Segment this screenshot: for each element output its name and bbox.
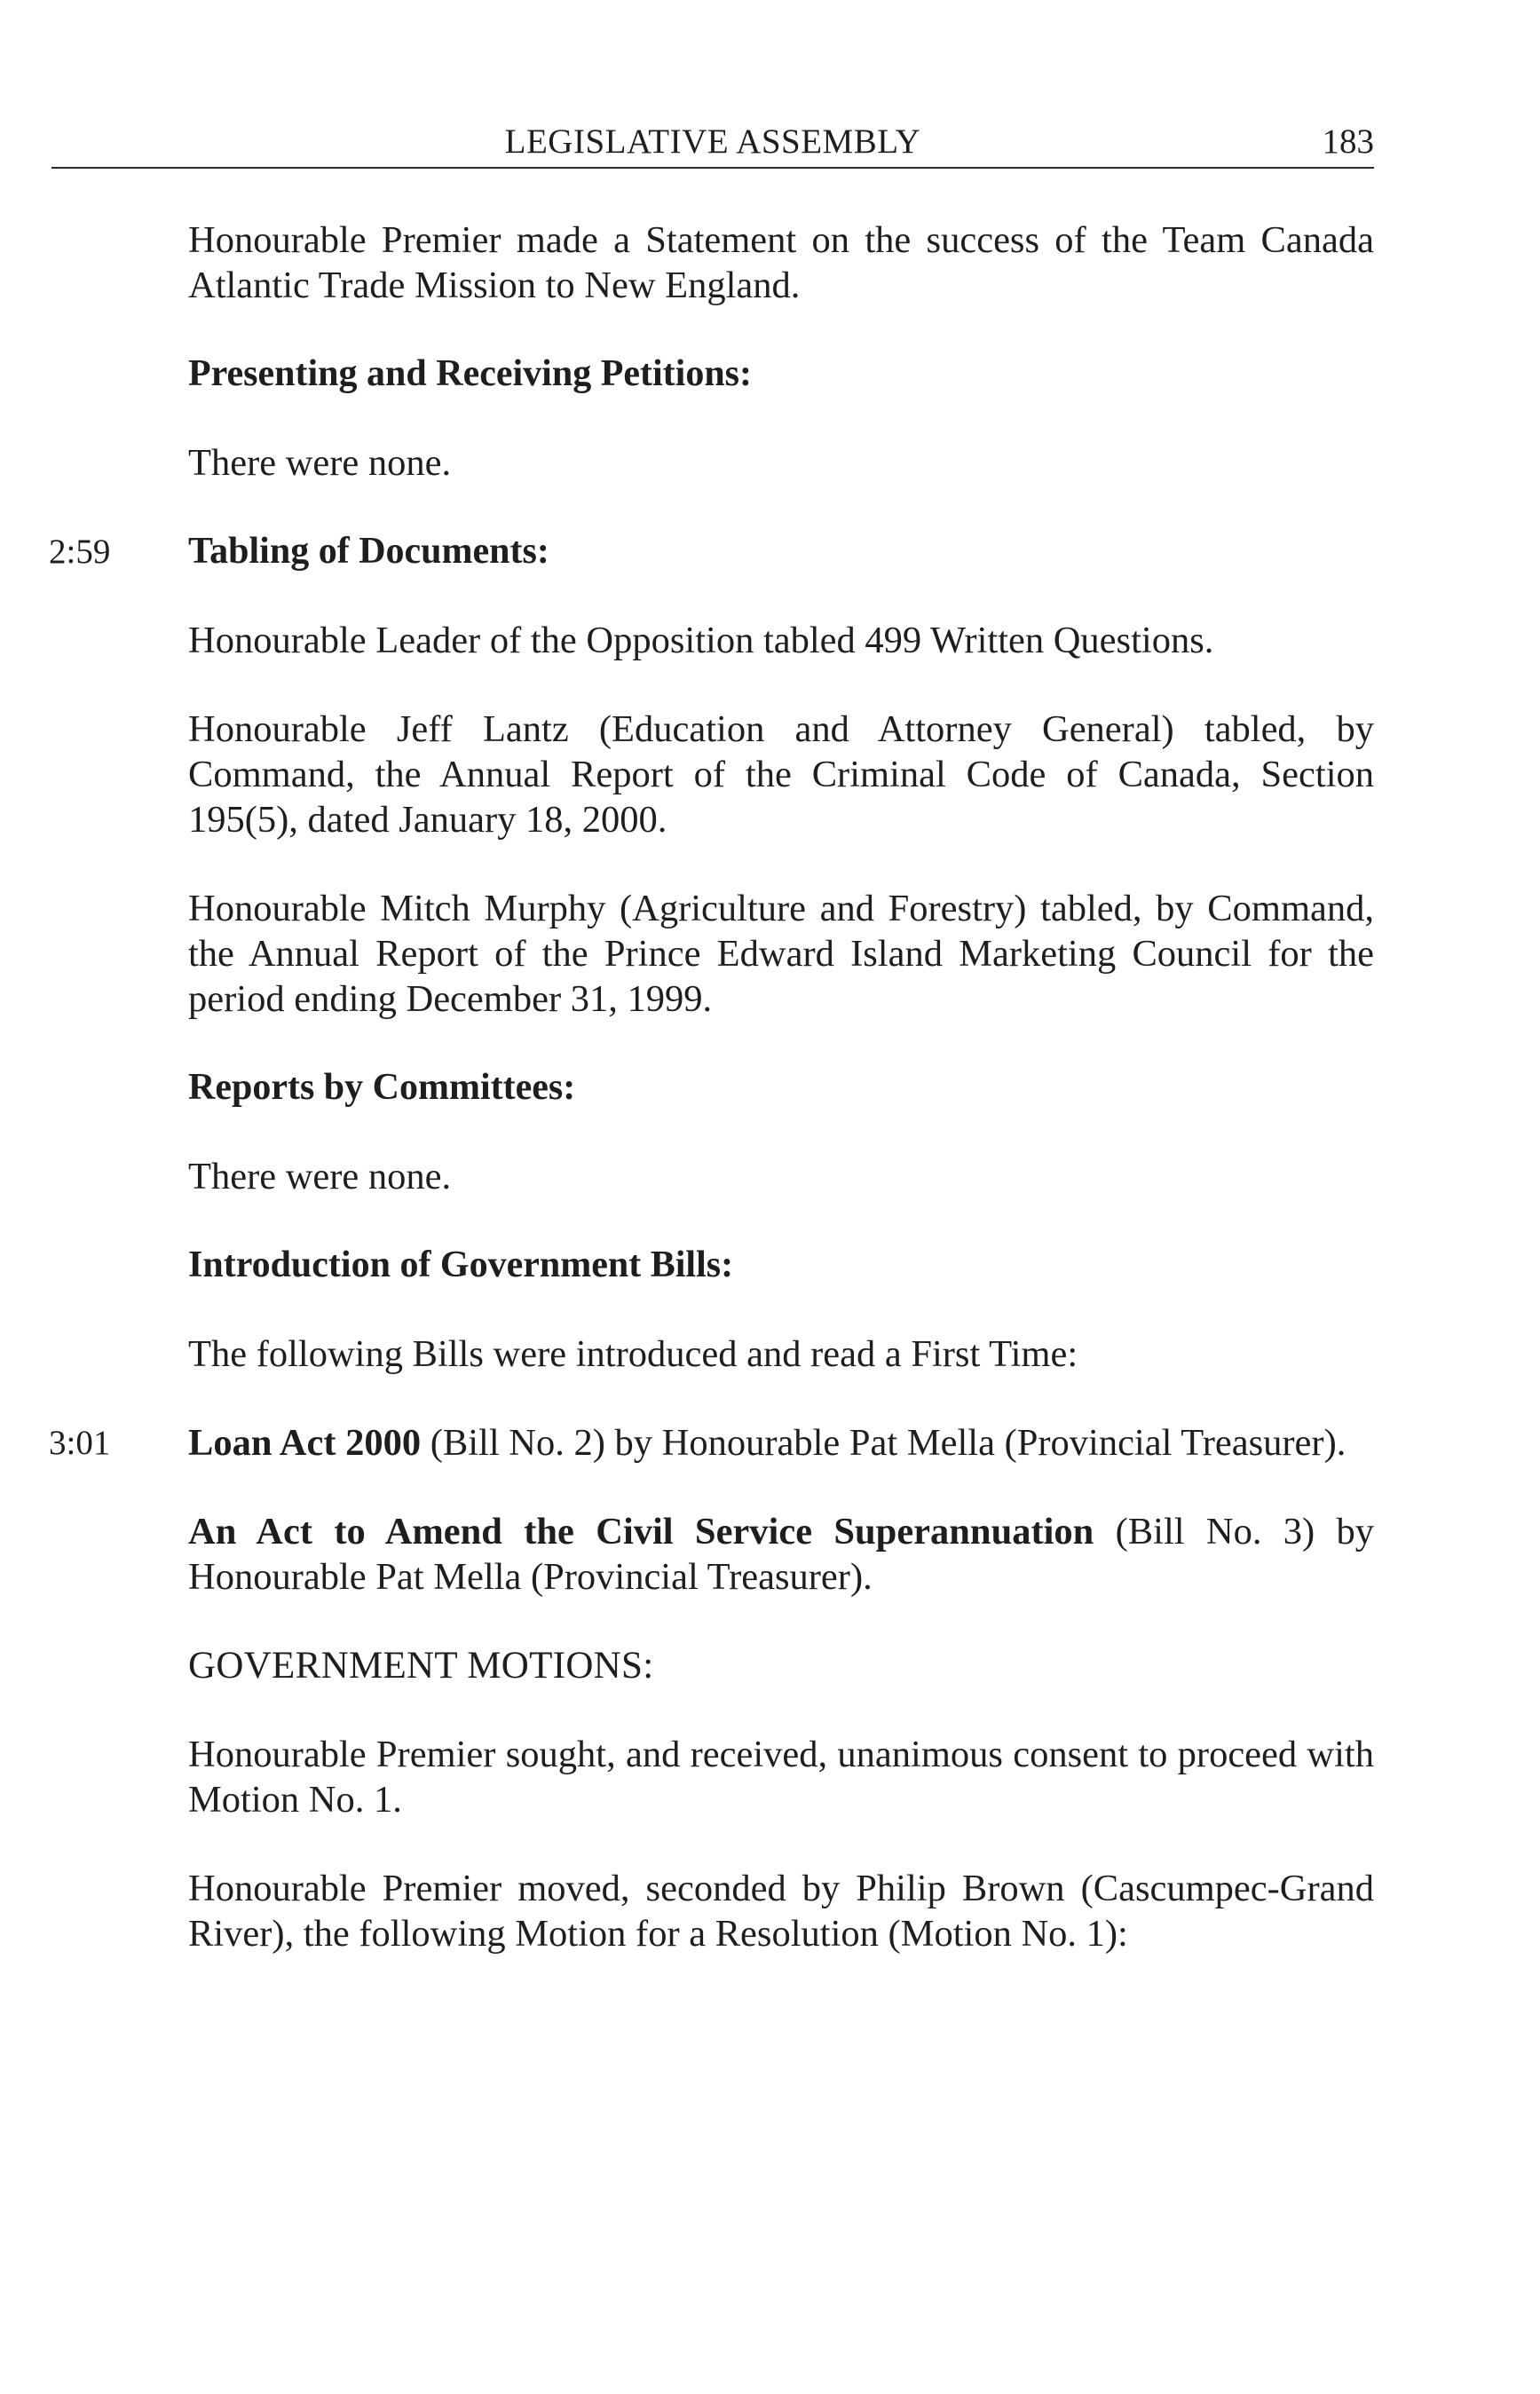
page-body xyxy=(49,217,1374,2000)
government-motions-heading: GOVERNMENT MOTIONS: xyxy=(188,1645,654,1687)
running-title: LEGISLATIVE ASSEMBLY xyxy=(504,122,921,161)
tabling-lantz-paragraph: Honourable Jeff Lantz (Education and Attorney General) tabled, by Command, the Annual Report of the Criminal Code of Canada, Section 195(5), dated January 18, 2000. xyxy=(188,708,1374,841)
tabling-opposition-paragraph: Honourable Leader of the Opposition tabled 499 Written Questions. xyxy=(188,620,1214,661)
premier-statement-paragraph: Honourable Premier made a Statement on the success of the Team Canada Atlantic Trade Mission to New England. xyxy=(188,219,1374,306)
page-header xyxy=(51,122,1374,169)
reports-none-text: There were none. xyxy=(188,1156,452,1197)
page-number: 183 xyxy=(1322,122,1374,161)
government-bills-heading: Introduction of Government Bills: xyxy=(188,1244,734,1285)
bill-loan-act-title: Loan Act 2000 xyxy=(188,1422,422,1464)
bill-superannuation-title: An Act to Amend the Civil Service Superannuation xyxy=(188,1511,1094,1553)
bills-intro-paragraph: The following Bills were introduced and read a First Time: xyxy=(188,1333,1078,1375)
tabling-heading xyxy=(49,529,1374,574)
tabling-heading-text: Tabling of Documents: xyxy=(188,531,549,572)
bill-loan-act-paragraph xyxy=(49,1420,1374,1466)
motion-consent-paragraph: Honourable Premier sought, and received, unanimous consent to proceed with Motion No. 1. xyxy=(188,1734,1374,1821)
bill-loan-act-details: (Bill No. 2) by Honourable Pat Mella (Provincial Treasurer). xyxy=(421,1422,1347,1464)
bill-superannuation-paragraph xyxy=(188,1509,1374,1600)
time-marker-259: 2:59 xyxy=(49,533,111,571)
petitions-none-text: There were none. xyxy=(188,442,452,484)
reports-heading: Reports by Committees: xyxy=(188,1067,576,1108)
petitions-heading: Presenting and Receiving Petitions: xyxy=(188,353,753,394)
motion-moved-paragraph: Honourable Premier moved, seconded by Philip Brown (Cascumpec-Grand River), the following Motion for a Resolution (Motion No. 1): xyxy=(188,1868,1374,1955)
tabling-murphy-paragraph: Honourable Mitch Murphy (Agriculture and Forestry) tabled, by Command, the Annual Report of the Prince Edward Island Marketing Council for the period ending December 31, 1999. xyxy=(188,888,1374,1020)
time-marker-301: 3:01 xyxy=(49,1424,111,1462)
bill-superannuation-details: (Bill No. 3) by Honourable Pat Mella (Provincial Treasurer). xyxy=(188,1511,1374,1598)
